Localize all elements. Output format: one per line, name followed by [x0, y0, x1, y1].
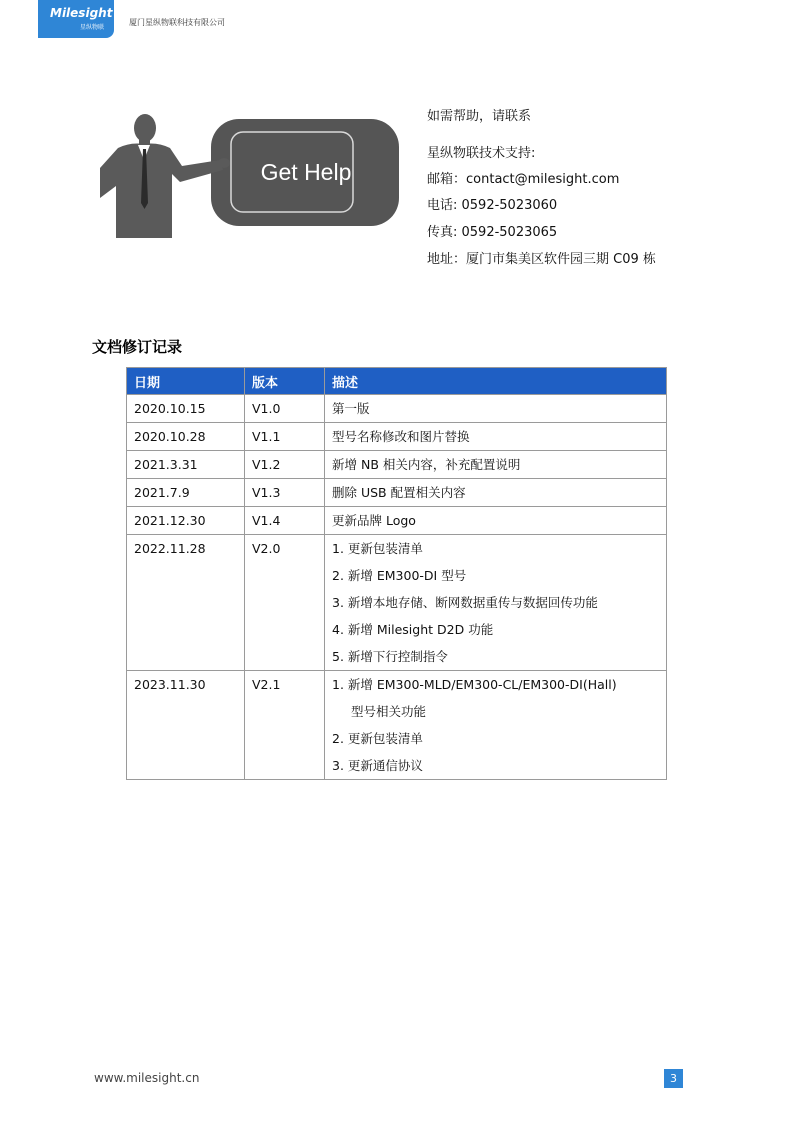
change-item: 5. 新增下行控制指令 [332, 649, 448, 664]
revision-table [126, 367, 667, 780]
row-description: 新增 NB 相关内容，补充配置说明 [325, 451, 667, 479]
row-version: V1.3 [245, 479, 325, 507]
change-item: 3. 新增本地存储、断网数据重传与数据回传功能 [332, 595, 598, 610]
page-number: 3 [664, 1069, 683, 1088]
table-row [127, 507, 667, 535]
header-description: 描述 [325, 368, 667, 395]
table-row [127, 451, 667, 479]
change-item: 1. 新增 EM300-MLD/EM300-CL/EM300-DI(Hall) [332, 677, 617, 692]
change-list [332, 671, 659, 779]
footer-website[interactable]: www.milesight.cn [94, 1071, 200, 1085]
row-description: 更新品牌 Logo [325, 507, 667, 535]
contact-phone: 电话: 0592-5023060 [427, 198, 558, 213]
row-version: V1.4 [245, 507, 325, 535]
change-list [332, 535, 659, 670]
logo-subtext: 星纵物联 [80, 24, 105, 31]
change-item: 2. 新增 EM300-DI 型号 [332, 568, 467, 583]
header-version: 版本 [245, 368, 325, 395]
row-date: 2021.12.30 [127, 507, 245, 535]
change-item: 3. 更新通信协议 [332, 758, 423, 773]
row-version: V2.1 [245, 671, 325, 780]
table-row [127, 479, 667, 507]
sign-text: Get Help [260, 159, 352, 185]
row-date: 2022.11.28 [127, 535, 245, 671]
table-row [127, 535, 667, 671]
row-version: V2.0 [245, 535, 325, 671]
presenter-figure [100, 114, 230, 238]
row-version: V1.1 [245, 423, 325, 451]
row-description: 删除 USB 配置相关内容 [325, 479, 667, 507]
row-date: 2023.11.30 [127, 671, 245, 780]
change-item: 4. 新增 Milesight D2D 功能 [332, 622, 494, 637]
section-title: 文档修订记录 [92, 338, 183, 356]
get-help-illustration [100, 108, 400, 238]
contact-email[interactable]: 邮箱：contact@milesight.com [427, 172, 620, 187]
contact-address: 地址：厦门市集美区软件园三期 C09 栋 [427, 252, 656, 267]
header-company-name: 厦门星纵物联科技有限公司 [129, 18, 225, 27]
table-row [127, 423, 667, 451]
row-date: 2021.7.9 [127, 479, 245, 507]
row-date: 2021.3.31 [127, 451, 245, 479]
change-item-continued: 型号相关功能 [351, 704, 427, 719]
row-description: 型号名称修改和图片替换 [325, 423, 667, 451]
row-description [325, 535, 667, 671]
table-row [127, 671, 667, 780]
row-version: V1.2 [245, 451, 325, 479]
row-description [325, 671, 667, 780]
contact-fax: 传真: 0592-5023065 [427, 225, 558, 240]
contact-support: 星纵物联技术支持: [427, 146, 536, 161]
row-date: 2020.10.15 [127, 395, 245, 423]
header-date: 日期 [127, 368, 245, 395]
row-date: 2020.10.28 [127, 423, 245, 451]
logo-text: Milesight [50, 6, 113, 20]
table-row [127, 395, 667, 423]
brand-logo [38, 0, 114, 38]
row-description: 第一版 [325, 395, 667, 423]
table-header-row [127, 368, 667, 395]
row-version: V1.0 [245, 395, 325, 423]
change-item: 1. 更新包装清单 [332, 541, 423, 556]
change-item: 2. 更新包装清单 [332, 731, 423, 746]
contact-intro: 如需帮助，请联系 [427, 109, 532, 124]
